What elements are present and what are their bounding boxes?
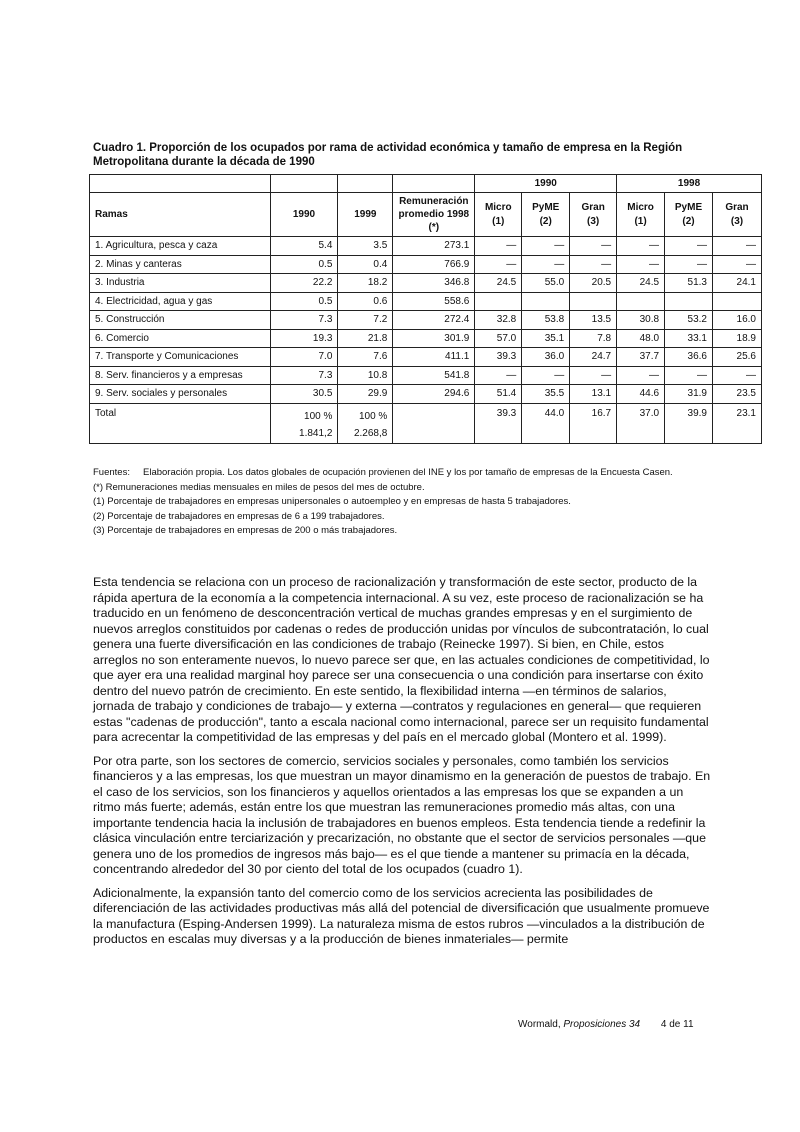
cell-pyme-1998: — [665,237,713,256]
body-text [93,575,711,956]
note-3: (3) Porcentaje de trabajadores en empresas de 200 o más trabajadores. [93,525,398,536]
header-remuneracion: Remuneración promedio 1998 (*) [393,193,475,237]
table-body [90,237,762,404]
total-gran-1990: 16.7 [570,403,617,443]
cell-1999: 0.4 [338,255,393,274]
cell-gran-1998: 23.5 [712,385,761,404]
cell-1999: 7.2 [338,311,393,330]
cell-1990: 7.3 [270,366,338,385]
page-number: 4 de 11 [660,1019,694,1030]
cell-1990: 7.0 [270,348,338,367]
cell-rama: 1. Agricultura, pesca y caza [90,237,271,256]
cell-1999: 3.5 [338,237,393,256]
table-row [90,366,762,385]
cell-gran-1998: 25.6 [712,348,761,367]
cell-remuneracion: 301.9 [393,329,475,348]
cell-pyme-1990: — [522,237,570,256]
note-star: (*) Remuneraciones medias mensuales en miles de pesos del mes de octubre. [93,481,425,493]
fuentes-label: Fuentes: [93,467,130,478]
cell-pyme-1998: 51.3 [665,274,713,293]
cell-remuneracion: 273.1 [393,237,475,256]
cell-micro-1990: — [475,366,522,385]
cell-1990: 19.3 [270,329,338,348]
header-ramas: Ramas [90,193,271,237]
cell-micro-1990: — [475,237,522,256]
cell-micro-1990: — [475,255,522,274]
header-gran-1998: Gran (3) [712,193,761,237]
cell-1990: 0.5 [270,292,338,311]
cell-rama: 6. Comercio [90,329,271,348]
cell-1999: 29.9 [338,385,393,404]
fuentes-text: Elaboración propia. Los datos globales de ocupación provienen del INE y los por tamaño de empresas de la Encuesta Casen. [143,467,673,478]
paragraph-1: Esta tendencia se relaciona con un proceso de racionalización y transformación de este sector, producto de la rápida apertura de la economía a la competencia internacional. A su vez, este proceso de racionalización se ha traducido en un fenómeno de desconcentración vertical de muchas grandes empresas y en el surgimiento de nuevos arreglos constituidos por cadenas o redes de producción unidas por vínculos de subcontratación, lo cual genera una fuerte diversificación en las condiciones de trabajo (Reinecke 1997). Si bien, en Chile, estos arreglos no son enteramente nuevos, lo nuevo parece ser que, en las actuales condiciones de competitividad, lo que ayer era una realidad marginal hoy parece ser una consecuencia o una condición para insertarse con éxito dentro del nuevo patrón de crecimiento. En este sentido, la flexibilidad interna —en términos de salarios, jornada de trabajo y condiciones de trabajo— y externa —contratos y regulaciones en general— que requieren estas "cadenas de producción", tanto a escala nacional como internacional, parece ser un requisito fundamental para acrecentar la competitividad de las empresas y del país en el mercado global (Montero et al. 1999). [93,575,710,744]
cell-1990: 0.5 [270,255,338,274]
table-row [90,329,762,348]
header-pyme-1990: PyME (2) [522,193,570,237]
total-row [90,403,762,443]
cell-pyme-1990: 55.0 [522,274,570,293]
total-micro-1998: 37.0 [617,403,665,443]
cell-rama: 7. Transporte y Comunicaciones [90,348,271,367]
cell-1999: 10.8 [338,366,393,385]
total-1990: 100 % 1.841,2 [270,403,338,443]
total-pyme-1990: 44.0 [522,403,570,443]
cell-gran-1990 [570,292,617,311]
cell-micro-1990: 39.3 [475,348,522,367]
total-label: Total [90,403,271,443]
note-2: (2) Porcentaje de trabajadores en empresas de 6 a 199 trabajadores. [93,510,385,522]
header-pyme-1998: PyME (2) [665,193,713,237]
table-row [90,348,762,367]
cell-remuneracion: 294.6 [393,385,475,404]
cell-1999: 21.8 [338,329,393,348]
cell-pyme-1990: 53.8 [522,311,570,330]
cell-micro-1990 [475,292,522,311]
footer-journal: Proposiciones 34 [563,1019,641,1030]
cell-gran-1998: — [712,255,761,274]
header-micro-1998: Micro (1) [617,193,665,237]
cell-gran-1990: 7.8 [570,329,617,348]
cell-micro-1990: 24.5 [475,274,522,293]
cell-remuneracion: 272.4 [393,311,475,330]
total-micro-1990: 39.3 [475,403,522,443]
header-1990: 1990 [270,193,338,237]
table-row [90,292,762,311]
cell-pyme-1998: 36.6 [665,348,713,367]
cell-gran-1998: 16.0 [712,311,761,330]
total-remuneracion [393,403,475,443]
cell-rama: 2. Minas y canteras [90,255,271,274]
cell-gran-1990: 13.5 [570,311,617,330]
total-pyme-1998: 39.9 [665,403,713,443]
cell-remuneracion: 411.1 [393,348,475,367]
cell-micro-1990: 32.8 [475,311,522,330]
cell-micro-1998: 37.7 [617,348,665,367]
cell-gran-1990: — [570,255,617,274]
cell-pyme-1998: 53.2 [665,311,713,330]
cell-micro-1998: 44.6 [617,385,665,404]
cell-1990: 5.4 [270,237,338,256]
cell-pyme-1998: — [665,255,713,274]
total-1999: 100 % 2.268,8 [338,403,393,443]
cell-1990: 30.5 [270,385,338,404]
group-header-1990: 1990 [475,175,617,193]
cell-gran-1998 [712,292,761,311]
cell-gran-1990: 20.5 [570,274,617,293]
cell-pyme-1998: — [665,366,713,385]
cell-remuneracion: 558.6 [393,292,475,311]
cell-micro-1990: 51.4 [475,385,522,404]
cell-micro-1990: 57.0 [475,329,522,348]
cell-remuneracion: 766.9 [393,255,475,274]
note-fuentes [93,466,733,479]
paragraph-2: Por otra parte, son los sectores de comercio, servicios sociales y personales, como también los servicios financieros y a las empresas, los que muestran un mayor dinamismo en la generación de puestos de trabajo. En el caso de los servicios, son los financieros y aquellos orientados a las empresas los que se expanden a un ritmo más fuerte; además, están entre los que muestran las remuneraciones promedio más altas, con una importante tendencia hacia la inclusión de trabajadores en buenos empleos. Esta tendencia tiende a redefinir la clásica vinculación entre terciarización y precarización, no obstante que el sector de servicios personales —que genera uno de los promedios de ingresos más bajo— es el que tiende a mantener su primacía en la década, concentrando alrededor del 30 por ciento del total de los ocupados (cuadro 1). [93,753,711,876]
cell-remuneracion: 346.8 [393,274,475,293]
cell-micro-1998: — [617,255,665,274]
cell-gran-1998: 24.1 [712,274,761,293]
cell-1999: 0.6 [338,292,393,311]
cell-pyme-1990 [522,292,570,311]
table-row [90,311,762,330]
cell-rama: 8. Serv. financieros y a empresas [90,366,271,385]
cell-micro-1998: 48.0 [617,329,665,348]
cell-pyme-1990: 35.1 [522,329,570,348]
cell-pyme-1990: 36.0 [522,348,570,367]
table-row [90,237,762,256]
cell-gran-1990: 13.1 [570,385,617,404]
cell-remuneracion: 541.8 [393,366,475,385]
cell-pyme-1990: 35.5 [522,385,570,404]
cell-gran-1998: — [712,366,761,385]
cell-rama: 4. Electricidad, agua y gas [90,292,271,311]
cell-rama: 5. Construcción [90,311,271,330]
paragraph-3: Adicionalmente, la expansión tanto del comercio como de los servicios acrecienta las posibilidades de diferenciación de las actividades productivas más allá del potencial de diversificación que usualmente promueve la manufactura (Esping-Andersen 1999). La naturaleza misma de estos rubros —vinculados a la distribución de productos en escalas muy diversas y a la producción de bienes inmateriales— permite [93,885,710,946]
total-gran-1998: 23.1 [712,403,761,443]
cell-micro-1998: 30.8 [617,311,665,330]
cell-1999: 7.6 [338,348,393,367]
cell-pyme-1990: — [522,255,570,274]
cell-rama: 3. Industria [90,274,271,293]
cell-rama: 9. Serv. sociales y personales [90,385,271,404]
footer-author: Wormald, [518,1019,564,1030]
table-row [90,274,762,293]
table-caption: Cuadro 1. Proporción de los ocupados por rama de actividad económica y tamaño de empresa en la Región Metropolitana durante la década de 1990 [93,142,683,168]
cell-gran-1990: — [570,237,617,256]
cell-micro-1998: — [617,237,665,256]
cell-pyme-1990: — [522,366,570,385]
cell-micro-1998 [617,292,665,311]
table-row [90,255,762,274]
cell-gran-1998: 18.9 [712,329,761,348]
data-table [89,174,762,444]
cell-pyme-1998: 33.1 [665,329,713,348]
cell-gran-1990: — [570,366,617,385]
table-notes [93,466,733,539]
column-header-row [90,193,762,237]
cell-pyme-1998 [665,292,713,311]
cell-gran-1998: — [712,237,761,256]
note-1: (1) Porcentaje de trabajadores en empresas unipersonales o autoempleo y en empresas de hasta 5 trabajadores. [93,496,571,507]
cell-1990: 22.2 [270,274,338,293]
header-micro-1990: Micro (1) [475,193,522,237]
cell-micro-1998: — [617,366,665,385]
table-row [90,385,762,404]
cell-pyme-1998: 31.9 [665,385,713,404]
cell-micro-1998: 24.5 [617,274,665,293]
cell-1999: 18.2 [338,274,393,293]
page-footer [518,1019,694,1030]
cell-1990: 7.3 [270,311,338,330]
group-header-row [90,175,762,193]
group-header-1998: 1998 [617,175,762,193]
header-gran-1990: Gran (3) [570,193,617,237]
cell-gran-1990: 24.7 [570,348,617,367]
header-1999: 1999 [338,193,393,237]
